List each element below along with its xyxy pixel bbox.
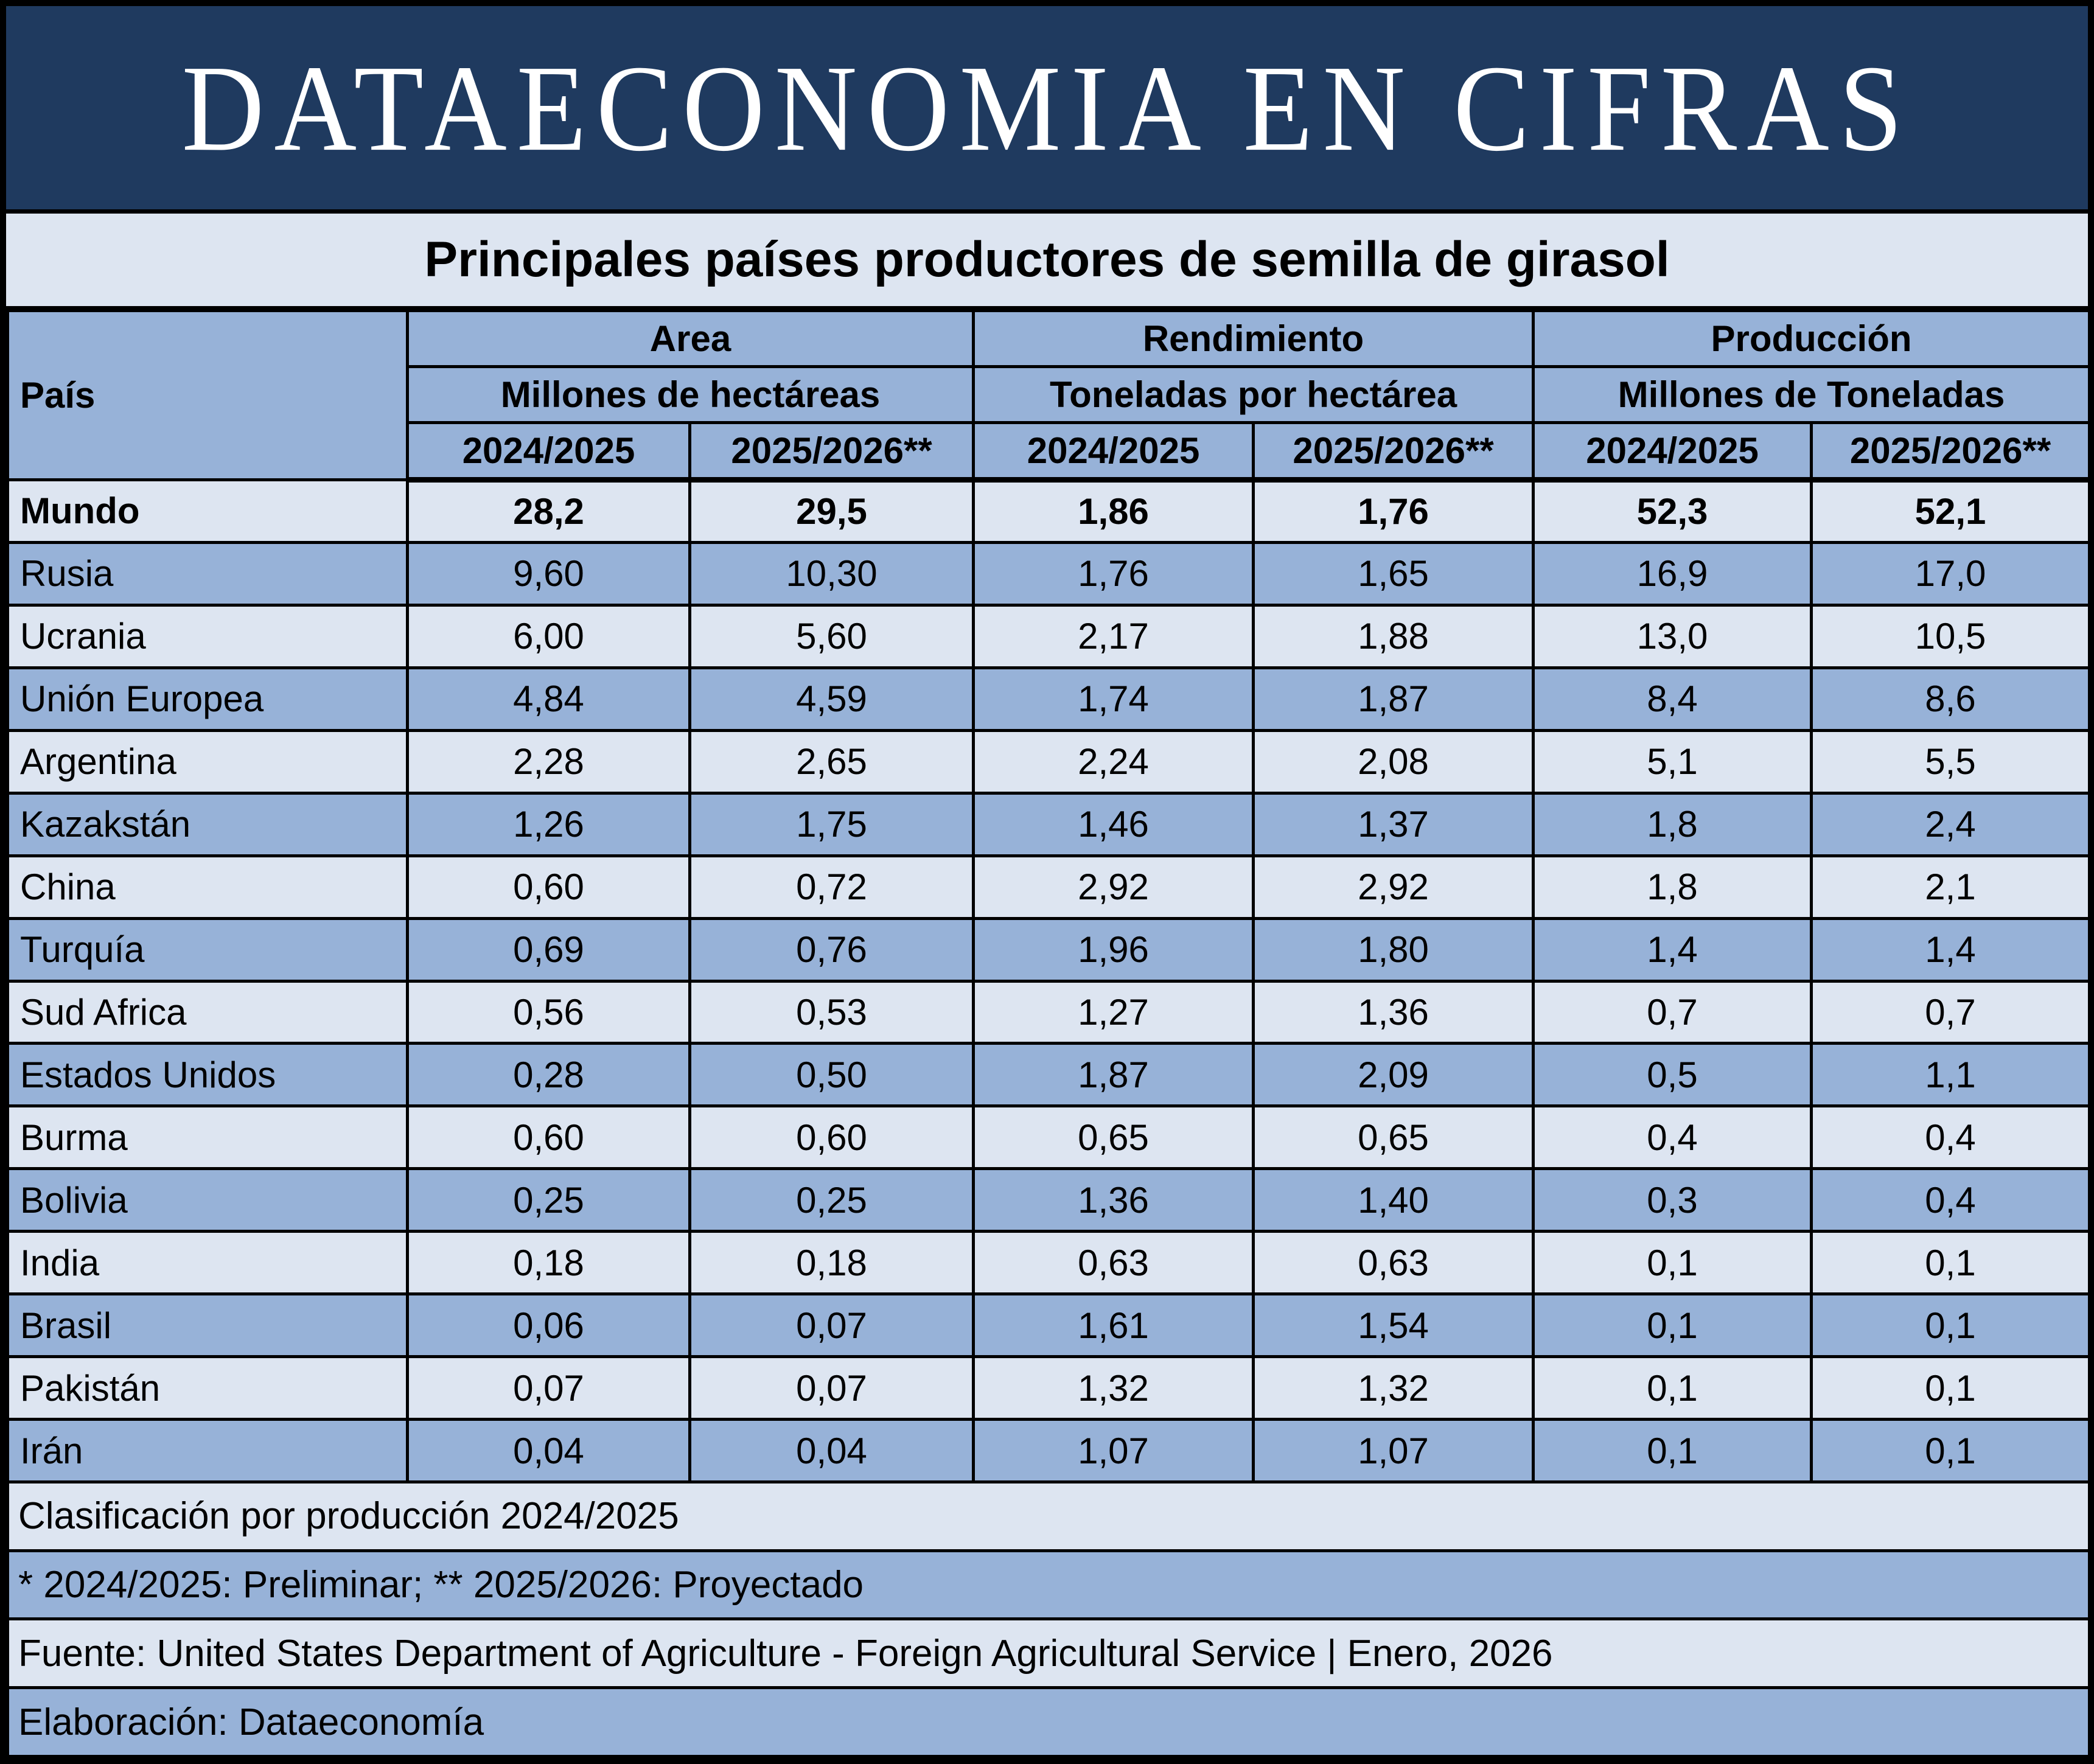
year-header-5: 2025/2026** xyxy=(1812,423,2090,480)
table-row-ucrania xyxy=(8,605,2090,668)
value-cell: 0,07 xyxy=(408,1357,690,1420)
footer-note: Clasificación por producción 2024/2025 xyxy=(8,1482,2090,1551)
value-cell: 17,0 xyxy=(1812,542,2090,605)
value-cell: 0,04 xyxy=(690,1420,974,1482)
value-cell: 1,26 xyxy=(408,793,690,856)
table-row-pakist-n xyxy=(8,1357,2090,1420)
value-cell: 0,7 xyxy=(1534,981,1812,1044)
footer-row-2 xyxy=(8,1619,2090,1688)
country-name: Unión Europea xyxy=(8,668,408,730)
value-cell: 52,3 xyxy=(1534,480,1812,543)
value-cell: 0,28 xyxy=(408,1044,690,1106)
country-name: Brasil xyxy=(8,1294,408,1357)
value-cell: 1,76 xyxy=(1254,480,1534,543)
table-row-turqu-a xyxy=(8,918,2090,981)
value-cell: 4,59 xyxy=(690,668,974,730)
footer-note: Elaboración: Dataeconomía xyxy=(8,1688,2090,1757)
value-cell: 0,4 xyxy=(1812,1106,2090,1169)
value-cell: 1,32 xyxy=(1254,1357,1534,1420)
value-cell: 1,88 xyxy=(1254,605,1534,668)
table-header xyxy=(8,311,2090,480)
value-cell: 4,84 xyxy=(408,668,690,730)
footer-note: Fuente: United States Department of Agriculture - Foreign Agricultural Service | Enero, 2026 xyxy=(8,1619,2090,1688)
value-cell: 0,1 xyxy=(1812,1232,2090,1294)
value-cell: 2,92 xyxy=(974,856,1254,918)
country-name: Ucrania xyxy=(8,605,408,668)
value-cell: 1,4 xyxy=(1534,918,1812,981)
table-row-china xyxy=(8,856,2090,918)
country-name: Argentina xyxy=(8,730,408,793)
value-cell: 0,07 xyxy=(690,1357,974,1420)
value-cell: 2,92 xyxy=(1254,856,1534,918)
table-row-uni-n-europea xyxy=(8,668,2090,730)
value-cell: 0,56 xyxy=(408,981,690,1044)
value-cell: 1,8 xyxy=(1534,856,1812,918)
group-header-row xyxy=(8,311,2090,367)
value-cell: 0,25 xyxy=(408,1169,690,1232)
table-row-mundo xyxy=(8,480,2090,543)
value-cell: 1,27 xyxy=(974,981,1254,1044)
value-cell: 1,32 xyxy=(974,1357,1254,1420)
value-cell: 0,7 xyxy=(1812,981,2090,1044)
value-cell: 28,2 xyxy=(408,480,690,543)
value-cell: 1,76 xyxy=(974,542,1254,605)
country-column-header: País xyxy=(8,311,408,480)
value-cell: 0,5 xyxy=(1534,1044,1812,1106)
footer-note: * 2024/2025: Preliminar; ** 2025/2026: Proyectado xyxy=(8,1550,2090,1619)
value-cell: 1,86 xyxy=(974,480,1254,543)
value-cell: 0,1 xyxy=(1812,1294,2090,1357)
table-row-rusia xyxy=(8,542,2090,605)
table-row-burma xyxy=(8,1106,2090,1169)
value-cell: 0,1 xyxy=(1812,1357,2090,1420)
value-cell: 5,5 xyxy=(1812,730,2090,793)
value-cell: 0,65 xyxy=(974,1106,1254,1169)
country-name: Kazakstán xyxy=(8,793,408,856)
data-table xyxy=(6,309,2091,1758)
value-cell: 1,61 xyxy=(974,1294,1254,1357)
country-name: Rusia xyxy=(8,542,408,605)
table-row-bolivia xyxy=(8,1169,2090,1232)
footer-row-0 xyxy=(8,1482,2090,1551)
value-cell: 1,07 xyxy=(974,1420,1254,1482)
table-body xyxy=(8,480,2090,1757)
value-cell: 0,4 xyxy=(1812,1169,2090,1232)
country-name: Estados Unidos xyxy=(8,1044,408,1106)
country-name: India xyxy=(8,1232,408,1294)
value-cell: 1,36 xyxy=(1254,981,1534,1044)
value-cell: 8,4 xyxy=(1534,668,1812,730)
table-row-sud-africa xyxy=(8,981,2090,1044)
value-cell: 0,50 xyxy=(690,1044,974,1106)
value-cell: 0,72 xyxy=(690,856,974,918)
country-name: Sud Africa xyxy=(8,981,408,1044)
country-name: Pakistán xyxy=(8,1357,408,1420)
value-cell: 5,60 xyxy=(690,605,974,668)
value-cell: 2,08 xyxy=(1254,730,1534,793)
value-cell: 1,46 xyxy=(974,793,1254,856)
year-header-3: 2025/2026** xyxy=(1254,423,1534,480)
table-row-brasil xyxy=(8,1294,2090,1357)
value-cell: 0,04 xyxy=(408,1420,690,1482)
value-cell: 1,75 xyxy=(690,793,974,856)
footer-row-3 xyxy=(8,1688,2090,1757)
value-cell: 0,06 xyxy=(408,1294,690,1357)
rendimiento-group-header: Rendimiento xyxy=(974,311,1534,367)
value-cell: 0,69 xyxy=(408,918,690,981)
country-name: Irán xyxy=(8,1420,408,1482)
country-name: Turquía xyxy=(8,918,408,981)
year-header-2: 2024/2025 xyxy=(974,423,1254,480)
value-cell: 0,07 xyxy=(690,1294,974,1357)
value-cell: 1,80 xyxy=(1254,918,1534,981)
year-header-1: 2025/2026** xyxy=(690,423,974,480)
table-title: Principales países productores de semilla de girasol xyxy=(424,232,1670,287)
value-cell: 0,60 xyxy=(408,1106,690,1169)
value-cell: 2,4 xyxy=(1812,793,2090,856)
value-cell: 1,36 xyxy=(974,1169,1254,1232)
value-cell: 0,65 xyxy=(1254,1106,1534,1169)
value-cell: 29,5 xyxy=(690,480,974,543)
value-cell: 1,40 xyxy=(1254,1169,1534,1232)
value-cell: 0,63 xyxy=(1254,1232,1534,1294)
country-name: China xyxy=(8,856,408,918)
value-cell: 1,54 xyxy=(1254,1294,1534,1357)
produccion-unit-header: Millones de Toneladas xyxy=(1534,367,2090,423)
value-cell: 2,1 xyxy=(1812,856,2090,918)
value-cell: 2,09 xyxy=(1254,1044,1534,1106)
value-cell: 16,9 xyxy=(1534,542,1812,605)
value-cell: 0,18 xyxy=(408,1232,690,1294)
value-cell: 1,1 xyxy=(1812,1044,2090,1106)
rendimiento-unit-header: Toneladas por hectárea xyxy=(974,367,1534,423)
value-cell: 2,65 xyxy=(690,730,974,793)
value-cell: 0,1 xyxy=(1534,1420,1812,1482)
table-title-row xyxy=(6,214,2088,309)
table-row-argentina xyxy=(8,730,2090,793)
value-cell: 8,6 xyxy=(1812,668,2090,730)
year-header-4: 2024/2025 xyxy=(1534,423,1812,480)
banner xyxy=(6,6,2088,214)
value-cell: 1,74 xyxy=(974,668,1254,730)
value-cell: 0,1 xyxy=(1534,1357,1812,1420)
value-cell: 1,37 xyxy=(1254,793,1534,856)
value-cell: 13,0 xyxy=(1534,605,1812,668)
table-row-estados-unidos xyxy=(8,1044,2090,1106)
value-cell: 0,53 xyxy=(690,981,974,1044)
value-cell: 1,87 xyxy=(1254,668,1534,730)
value-cell: 0,25 xyxy=(690,1169,974,1232)
value-cell: 1,65 xyxy=(1254,542,1534,605)
value-cell: 0,60 xyxy=(408,856,690,918)
value-cell: 0,1 xyxy=(1534,1294,1812,1357)
value-cell: 2,17 xyxy=(974,605,1254,668)
value-cell: 0,4 xyxy=(1534,1106,1812,1169)
value-cell: 1,4 xyxy=(1812,918,2090,981)
footer-row-1 xyxy=(8,1550,2090,1619)
area-group-header: Area xyxy=(408,311,974,367)
country-name: Mundo xyxy=(8,480,408,543)
value-cell: 0,63 xyxy=(974,1232,1254,1294)
value-cell: 1,96 xyxy=(974,918,1254,981)
banner-title: DATAECONOMIA EN CIFRAS xyxy=(181,39,1913,176)
value-cell: 52,1 xyxy=(1812,480,2090,543)
value-cell: 5,1 xyxy=(1534,730,1812,793)
value-cell: 0,1 xyxy=(1534,1232,1812,1294)
value-cell: 0,60 xyxy=(690,1106,974,1169)
year-header-0: 2024/2025 xyxy=(408,423,690,480)
value-cell: 2,28 xyxy=(408,730,690,793)
country-name: Burma xyxy=(8,1106,408,1169)
table-row-kazakst-n xyxy=(8,793,2090,856)
value-cell: 2,24 xyxy=(974,730,1254,793)
value-cell: 10,30 xyxy=(690,542,974,605)
value-cell: 1,07 xyxy=(1254,1420,1534,1482)
value-cell: 0,18 xyxy=(690,1232,974,1294)
produccion-group-header: Producción xyxy=(1534,311,2090,367)
value-cell: 0,1 xyxy=(1812,1420,2090,1482)
value-cell: 6,00 xyxy=(408,605,690,668)
table-row-india xyxy=(8,1232,2090,1294)
value-cell: 10,5 xyxy=(1812,605,2090,668)
value-cell: 1,87 xyxy=(974,1044,1254,1106)
country-name: Bolivia xyxy=(8,1169,408,1232)
table-row-ir-n xyxy=(8,1420,2090,1482)
table-wrap xyxy=(6,309,2088,1758)
value-cell: 1,8 xyxy=(1534,793,1812,856)
value-cell: 9,60 xyxy=(408,542,690,605)
value-cell: 0,3 xyxy=(1534,1169,1812,1232)
value-cell: 0,76 xyxy=(690,918,974,981)
area-unit-header: Millones de hectáreas xyxy=(408,367,974,423)
